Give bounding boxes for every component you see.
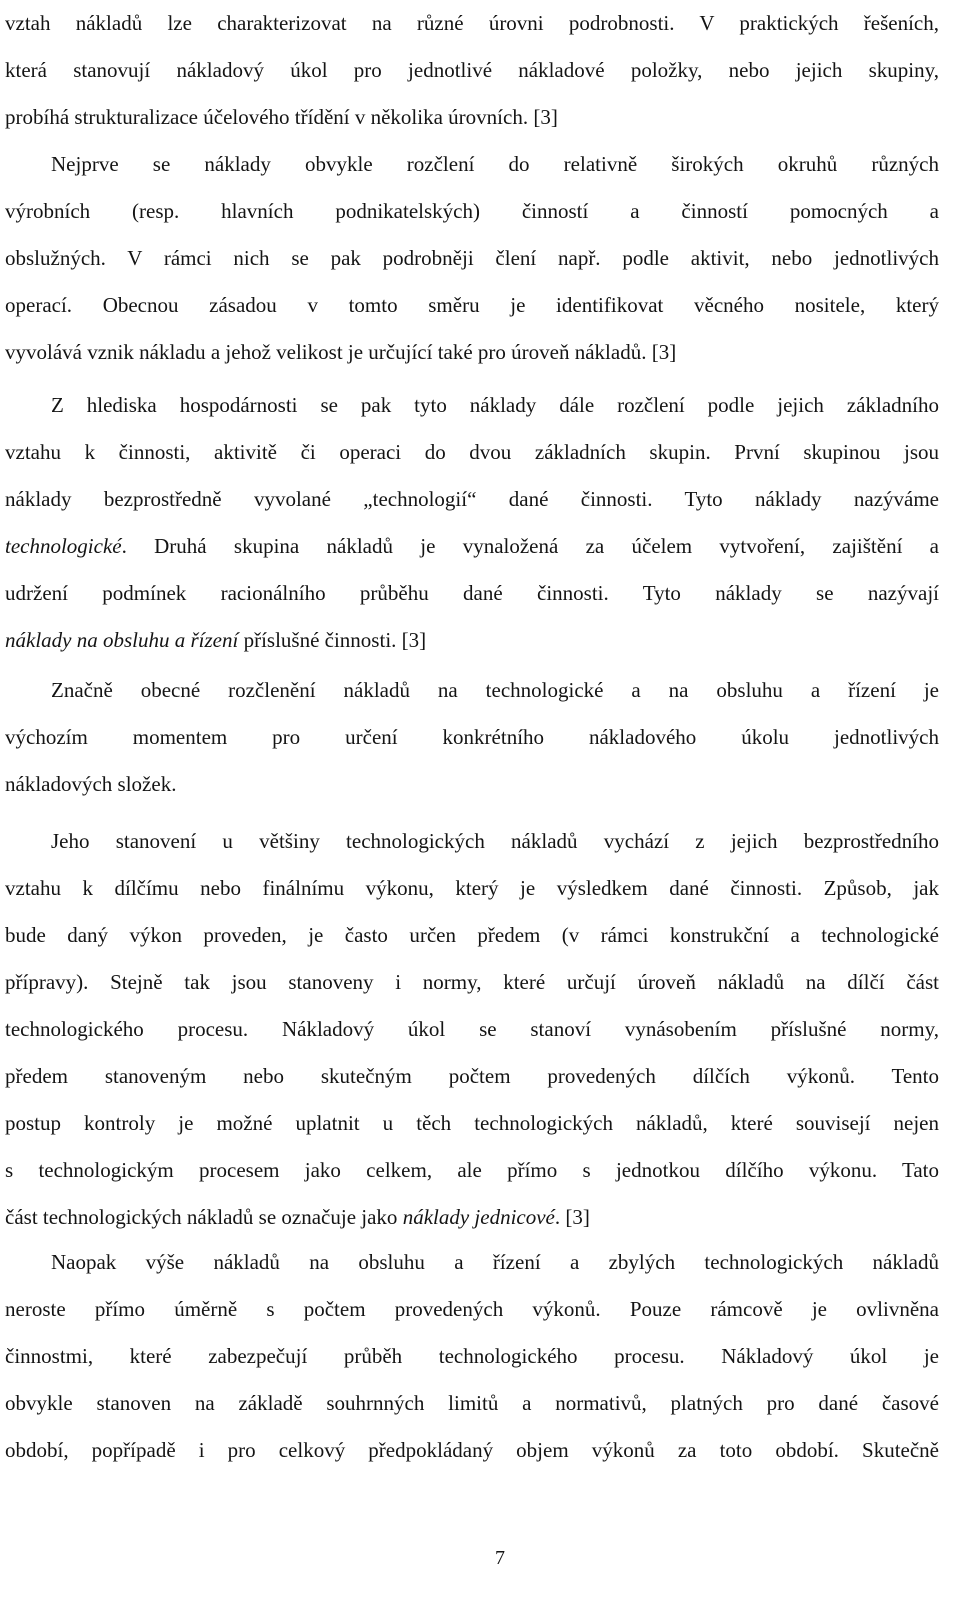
text-line: náklady na obsluhu a řízení příslušné činnosti. [3] [5, 628, 427, 652]
text-line: vztahu k činnosti, aktivitě či operaci do dvou základních skupin. První skupinou jsou [5, 440, 939, 464]
text-line: technologické. Druhá skupina nákladů je vynaložená za účelem vytvoření, zajištění a [5, 534, 939, 558]
text-line: která stanovují nákladový úkol pro jednotlivé nákladové položky, nebo jejich skupiny, [5, 58, 939, 82]
text-line: období, popřípadě i pro celkový předpokládaný objem výkonů za toto období. Skutečně [5, 1438, 939, 1462]
text-line: část technologických nákladů se označuje jako náklady jednicové. [3] [5, 1205, 590, 1229]
italic-term: technologické [5, 534, 122, 558]
text-line: obvykle stanoven na základě souhrnných limitů a normativů, platných pro dané časové [5, 1391, 939, 1415]
text-line: Jeho stanovení u většiny technologických nákladů vychází z jejich bezprostředního [51, 829, 939, 853]
document-page [5, 0, 939, 1597]
text-line: bude daný výkon proveden, je často určen předem (v rámci konstrukční a technologické [5, 923, 939, 947]
paragraph-2 [5, 141, 939, 376]
text-line: technologického procesu. Nákladový úkol se stanoví vynásobením příslušné normy, [5, 1017, 939, 1041]
paragraph-3 [5, 382, 939, 664]
text-line: vztahu k dílčímu nebo finálnímu výkonu, který je výsledkem dané činnosti. Způsob, jak [5, 876, 939, 900]
text-line: vztah nákladů lze charakterizovat na různé úrovni podrobnosti. V praktických řešeních, [5, 11, 939, 35]
text-line: operací. Obecnou zásadou v tomto směru je identifikovat věcného nositele, který [5, 293, 939, 317]
text-line: obslužných. V rámci nich se pak podrobněji člení např. podle aktivit, nebo jednotlivých [5, 246, 939, 270]
text-line: náklady bezprostředně vyvolané „technologií“ dané činnosti. Tyto náklady nazýváme [5, 487, 939, 511]
text-line: činnostmi, které zabezpečují průběh technologického procesu. Nákladový úkol je [5, 1344, 939, 1368]
text-line: probíhá strukturalizace účelového třídění v několika úrovních. [3] [5, 105, 558, 129]
italic-term: náklady jednicové [402, 1205, 555, 1229]
text-line: výrobních (resp. hlavních podnikatelských) činností a činností pomocných a [5, 199, 939, 223]
paragraph-1 [5, 0, 939, 141]
text-line: Z hlediska hospodárnosti se pak tyto náklady dále rozčlení podle jejich základního [51, 393, 939, 417]
text-line: předem stanoveným nebo skutečným počtem provedených dílčích výkonů. Tento [5, 1064, 939, 1088]
text-line: Nejprve se náklady obvykle rozčlení do relativně širokých okruhů různých [51, 152, 939, 176]
text-line: vyvolává vznik nákladu a jehož velikost je určující také pro úroveň nákladů. [3] [5, 340, 677, 364]
text-line: Naopak výše nákladů na obsluhu a řízení a zbylých technologických nákladů [51, 1250, 939, 1274]
text-line: přípravy). Stejně tak jsou stanoveny i normy, které určují úroveň nákladů na dílčí část [5, 970, 939, 994]
text-line: udržení podmínek racionálního průběhu dané činnosti. Tyto náklady se nazývají [5, 581, 939, 605]
text-line: výchozím momentem pro určení konkrétního nákladového úkolu jednotlivých [5, 725, 939, 749]
italic-term: náklady na obsluhu a řízení [5, 628, 239, 652]
paragraph-6 [5, 1239, 939, 1474]
paragraph-5 [5, 818, 939, 1241]
text-line: Značně obecné rozčlenění nákladů na technologické a na obsluhu a řízení je [51, 678, 939, 702]
text-line: nákladových složek. [5, 772, 177, 796]
paragraph-4 [5, 667, 939, 808]
text-line: postup kontroly je možné uplatnit u těch technologických nákladů, které souvisejí nejen [5, 1111, 939, 1135]
page-number: 7 [495, 1547, 505, 1569]
text-line: neroste přímo úměrně s počtem provedených výkonů. Pouze rámcově je ovlivněna [5, 1297, 939, 1321]
text-line: s technologickým procesem jako celkem, ale přímo s jednotkou dílčího výkonu. Tato [5, 1158, 939, 1182]
